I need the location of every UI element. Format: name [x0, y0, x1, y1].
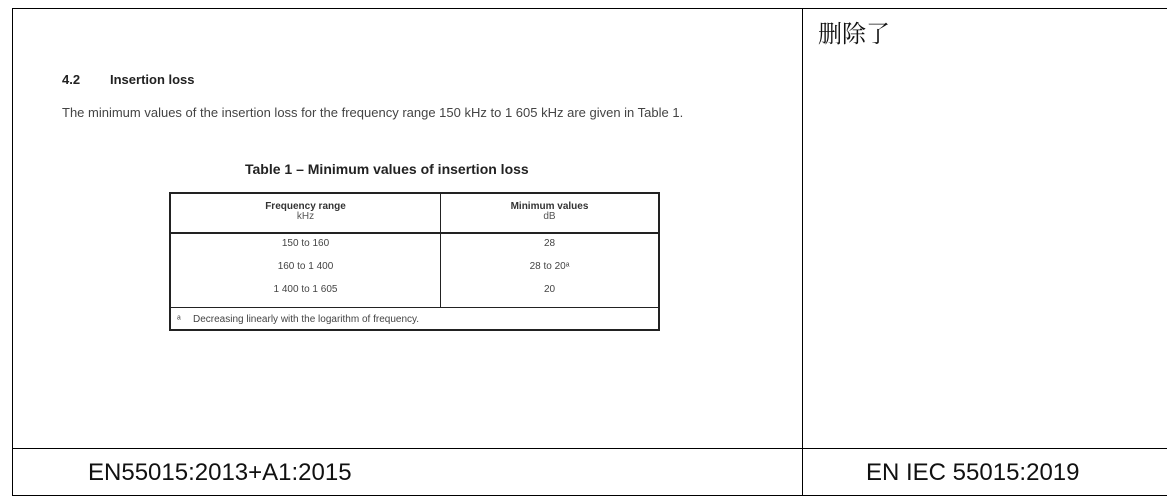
section-title: Insertion loss: [110, 72, 195, 87]
row-divider: [12, 448, 1167, 449]
table-header-separator: [171, 232, 658, 234]
footnote-marker: ᵃ: [177, 314, 181, 325]
section-heading: [62, 72, 195, 87]
table-header-minimum: [441, 202, 658, 222]
column-divider: [802, 8, 803, 496]
table-cell: 20: [543, 284, 556, 295]
section-number: 4.2: [62, 72, 81, 87]
table-cell: 28: [543, 238, 556, 249]
table-cell: 150 to 160: [281, 238, 330, 249]
header-label: Minimum values: [510, 201, 589, 212]
table-header-frequency: [171, 202, 440, 222]
insertion-loss-table: [169, 192, 660, 331]
table-footnote: [177, 314, 419, 325]
old-standard-label: EN55015:2013+A1:2015: [88, 459, 352, 486]
table-caption: Table 1 – Minimum values of insertion loss: [245, 161, 529, 177]
footnote-text: Decreasing linearly with the logarithm of frequency.: [193, 314, 420, 325]
table-cell: 28 to 20ᵃ: [529, 261, 570, 272]
deleted-note: 删除了: [818, 20, 890, 48]
table-cell: 1 400 to 1 605: [273, 284, 338, 295]
new-standard-label: EN IEC 55015:2019: [866, 459, 1080, 486]
table-footnote-separator: [171, 307, 658, 308]
header-unit: dB: [543, 211, 556, 222]
section-paragraph: The minimum values of the insertion loss for the frequency range 150 kHz to 1 605 kHz are given in Table 1.: [62, 105, 684, 120]
header-label: Frequency range: [265, 201, 346, 212]
table-cell: 160 to 1 400: [277, 261, 334, 272]
header-unit: kHz: [296, 211, 315, 222]
